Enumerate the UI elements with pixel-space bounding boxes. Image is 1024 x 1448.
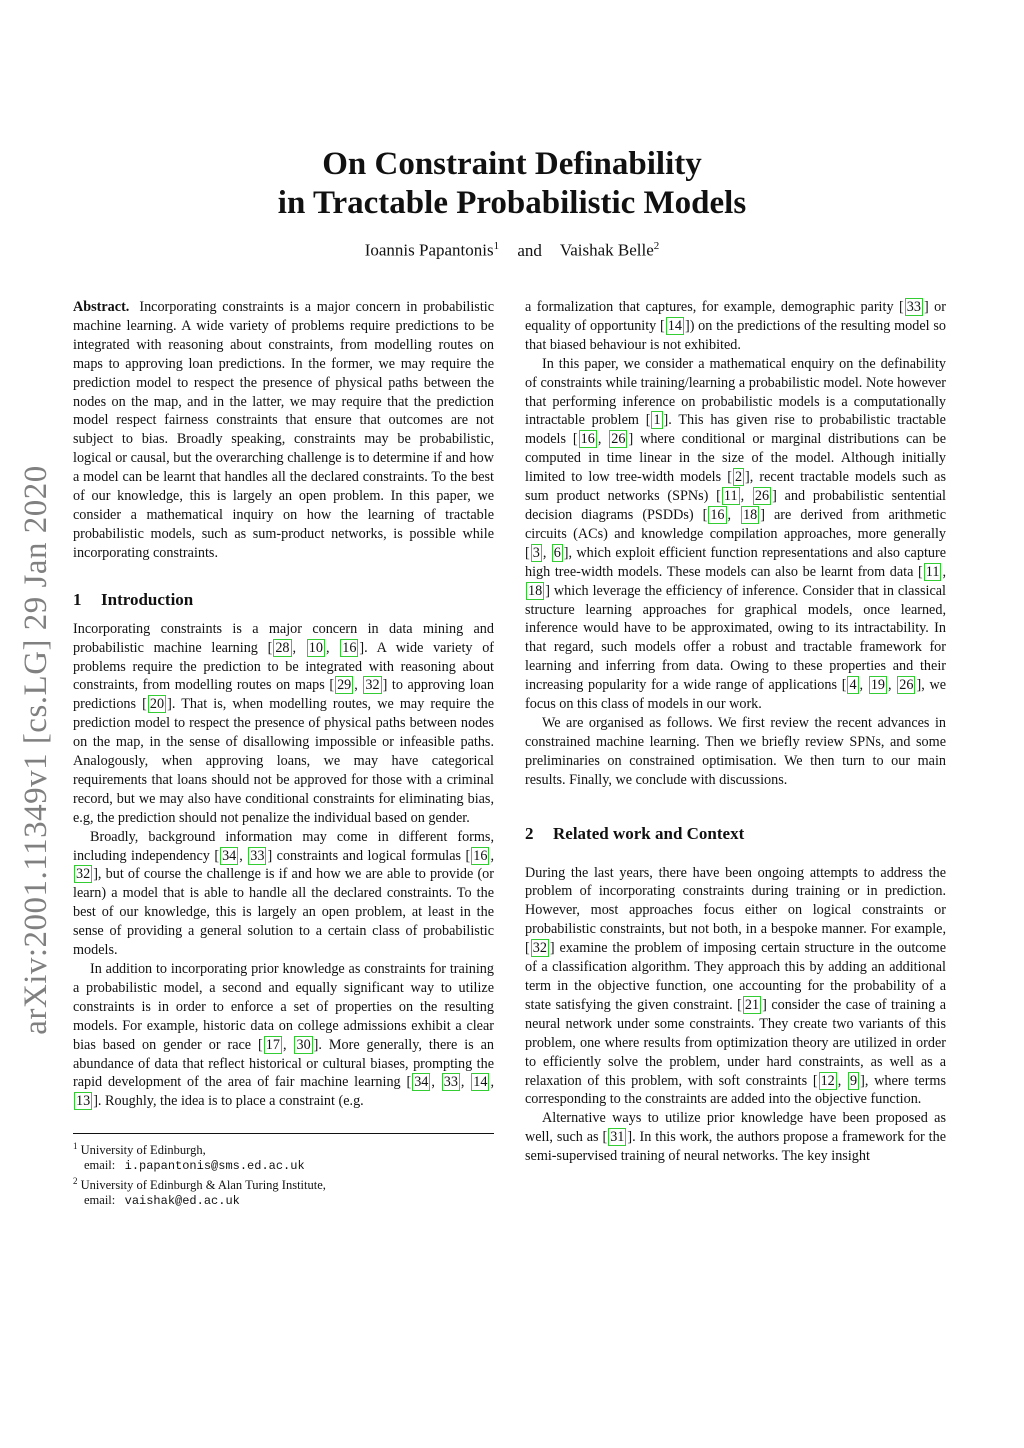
citation[interactable]: 14 xyxy=(473,1074,488,1091)
footnote-divider xyxy=(73,1133,494,1134)
section-heading-introduction: 1 Introduction xyxy=(73,589,194,609)
author-1-affil: 1 xyxy=(493,240,500,252)
footnote-1-email: email: i.papantonis@sms.ed.ac.uk xyxy=(84,1158,305,1174)
intro-paragraph-2: Broadly, background information may come in different forms, including independency [ 34 , 33 ] constraints and logical formulas [ 16 , 32 ], but of course the challenge is if and how we are able to provide (or learn) a model that is able to handle all the declared constraints. To the best of our knowledge, this is largely an open problem, at least in the sense of providing a general solution to a certain class of probabilistic models. xyxy=(73,828,494,959)
citation[interactable]: 32 xyxy=(532,940,547,957)
citation[interactable]: 14 xyxy=(667,317,682,334)
citation[interactable]: 34 xyxy=(414,1074,429,1091)
citation[interactable]: 13 xyxy=(76,1093,91,1110)
intro-paragraph-5: In this paper, we consider a mathematical enquiry on the definability of constraints while training/learning a probabilistic model. Note however that performing inference on probabilistic models is a computationally intractable problem [ 1 ]. This has given rise to probabilistic tractable models [ 16 , 26 ] where conditional or marginal distributions can be computed in time linear in the size of the model. Although initially limited to low tree-width models [ 2 ], recent tractable models such as sum product networks (SPNs) [ 11 , 26 ] and probabilistic sentential decision diagrams (PSDDs) [ 16 , 18 ] are derived from arithmetic circuits (ACs) and knowledge compilation approaches, more generally [ 3 , 6 ], which exploit efficient function representations and also capture high tree-width models. These models can also be learnt from data [ 11 , 18 ] which leverage the efficiency of inference. Consider that in classical structure learning approaches for graphical models, once learned, inference would have to be approximated, owing to its intractability. In that regard, such models offer a robust and tractable framework for learning and inferring from data. Owing to these properties and their increasing popularity for a wide range of applications [ 4 , 19 , 26 ], we focus on this class of models in our work. xyxy=(525,355,947,713)
citation[interactable]: 9 xyxy=(850,1072,858,1089)
citation[interactable]: 10 xyxy=(308,639,323,656)
citation[interactable]: 12 xyxy=(820,1072,835,1089)
citation[interactable]: 33 xyxy=(906,299,921,315)
citation[interactable]: 30 xyxy=(296,1036,311,1053)
citation[interactable]: 33 xyxy=(250,847,265,864)
citation[interactable]: 11 xyxy=(925,563,940,580)
left-column xyxy=(73,298,494,1111)
citation[interactable]: 20 xyxy=(149,696,165,713)
intro-paragraph-4: a formalization that captures, for example, demographic parity [ 33 ] or equality of opportunity [ 14 ]) on the predictions of the resulting model so that biased behaviour is not exhibited. xyxy=(525,299,946,353)
citation[interactable]: 34 xyxy=(222,847,237,864)
title-line-1: On Constraint Definability xyxy=(322,146,702,182)
citation[interactable]: 16 xyxy=(710,506,725,523)
citation[interactable]: 29 xyxy=(337,677,352,694)
citation[interactable]: 16 xyxy=(580,431,595,448)
citation[interactable]: 16 xyxy=(473,847,488,864)
citation[interactable]: 1 xyxy=(653,412,661,429)
footnote-1: $^1$ University of Edinburgh, xyxy=(73,1141,206,1158)
citation[interactable]: 18 xyxy=(528,582,543,599)
citation[interactable]: 33 xyxy=(443,1074,458,1091)
related-paragraph-2: Alternative ways to utilize prior knowledge have been proposed as well, such as [ 31 ]. In this work, the authors propose a framework for the semi-supervised training of neural networks. The key insight xyxy=(525,1110,946,1165)
abstract-text: Incorporating constraints is a major concern in probabilistic machine learning. A wide variety of problems require predictions to be integrated with reasoning about constraints, from modelling routes on maps to approving loan predictions. In the former, we may require the prediction model to respect the presence of physical paths between the nodes on the map, and in the latter, we may require that the prediction model respect fairness constraints that ensure that outcomes are not subject to bias. Broadly speaking, constraints may be probabilistic, logical or causal, but the overarching challenge is to determine if and how a model can be learnt that handles all the declared constraints. To the best of our knowledge, this is largely an open problem. In this paper, we consider a mathematical inquiry on how the learning of tractable probabilistic models, such as sum-product networks, is possible while incorporating constraints. xyxy=(73,299,494,561)
paper-title xyxy=(0,145,1024,223)
citation[interactable]: 6 xyxy=(553,544,561,561)
email-link[interactable]: vaishak@ed.ac.uk xyxy=(124,1194,240,1209)
intro-paragraph-3: In addition to incorporating prior knowledge as constraints for training a probabilistic model, a second and equally significant way to utilize constraints is in order to enforce a set of properties on the resulting models. For example, historic data on college admissions exhibit a clear bias based on gender or race [ 17 , 30 ]. More generally, there is an abundance of data that reflect historical or cultural biases, prompting the rapid development of the area of fair machine learning [ 34 , 33 , 14 , 13 ]. Roughly, the idea is to place a constraint (e.g. xyxy=(73,961,495,1110)
citation[interactable]: 4 xyxy=(849,677,857,694)
citation[interactable]: 32 xyxy=(365,677,380,694)
right-column xyxy=(525,298,946,1166)
intro-paragraph-6: We are organised as follows. We first review the recent advances in constrained machine learning. Then we briefly review SPNs, and some preliminaries on constrained optimisation. We then turn to our main results. Finally, we conclude with discussions. xyxy=(525,714,946,788)
author-2: Vaishak Belle xyxy=(559,240,654,260)
title-line-2: in Tractable Probabilistic Models xyxy=(277,185,747,221)
citation[interactable]: 2 xyxy=(734,469,743,486)
footnote-2: $^2$ University of Edinburgh & Alan Turing Institute, xyxy=(73,1176,326,1193)
abstract-label: Abstract. xyxy=(73,299,130,315)
abstract xyxy=(73,298,494,563)
author-1: Ioannis Papantonis xyxy=(364,240,494,260)
author-conjunction: and xyxy=(517,240,542,260)
citation[interactable]: 26 xyxy=(754,488,770,505)
citation[interactable]: 17 xyxy=(265,1036,280,1053)
footnote-2-email: email: vaishak@ed.ac.uk xyxy=(84,1193,240,1209)
citation[interactable]: 3 xyxy=(532,544,540,561)
section-heading-related-work: 2 Related work and Context xyxy=(525,823,745,843)
citation[interactable]: 32 xyxy=(76,866,91,883)
email-link[interactable]: i.papantonis@sms.ed.ac.uk xyxy=(124,1159,305,1174)
citation[interactable]: 19 xyxy=(870,677,885,694)
citation[interactable]: 21 xyxy=(744,996,760,1013)
related-paragraph-1: During the last years, there have been ongoing attempts to address the problem of incorporating constraints during training or in prediction. However, most approaches focus either on logical constraints or probabilistic constraints, but not both, in a bespoke manner. For example, [ 32 ] examine the problem of imposing certain structure in the outcome of a classification algorithm. They approach this by adding an additional term in the objective function, one accounting for the probability of a state satisfying the given constraint. [ 21 ] consider the case of training a neural network under some constraints. They create two variants of this problem, one where results from optimization theory are utilized in order to efficiently solve the problem, under hard constraints, as well as a relaxation of this problem, with soft constraints [ 12 , 9 ], where terms corresponding to the constraints are added into the objective function. xyxy=(525,864,946,1108)
author-list xyxy=(0,240,1024,261)
citation[interactable]: 31 xyxy=(610,1129,625,1146)
arxiv-stamp: arXiv:2001.11349v1 [cs.LG] 29 Jan 2020 xyxy=(18,465,54,1035)
author-2-affil: 2 xyxy=(653,240,660,252)
footnotes xyxy=(73,1133,494,1209)
citation[interactable]: 28 xyxy=(275,639,290,656)
intro-paragraph-1: Incorporating constraints is a major concern in data mining and probabilistic machine learning [ 28 , 10 , 16 ]. A wide variety of problems require the prediction to be integrated with reasoning about constraints, from modelling routes on maps [ 29 , 32 ] to approving loan predictions [ 20 ]. That is, when modelling routes, we may require the prediction model to respect the presence of physical paths between nodes on the map, in the sense of disallowing impossible or infeasible paths. Analogously, when approving loans, we may have categorical requirements that loans should not be approved for those with a criminal record, but we may also have conditional constraints for eliminating bias, e.g, the prediction should not penalize the individual based on gender. xyxy=(73,620,495,826)
citation[interactable]: 26 xyxy=(899,677,914,694)
citation[interactable]: 11 xyxy=(723,488,738,505)
citation[interactable]: 18 xyxy=(743,506,758,523)
citation[interactable]: 26 xyxy=(611,431,626,448)
citation[interactable]: 16 xyxy=(342,639,357,656)
